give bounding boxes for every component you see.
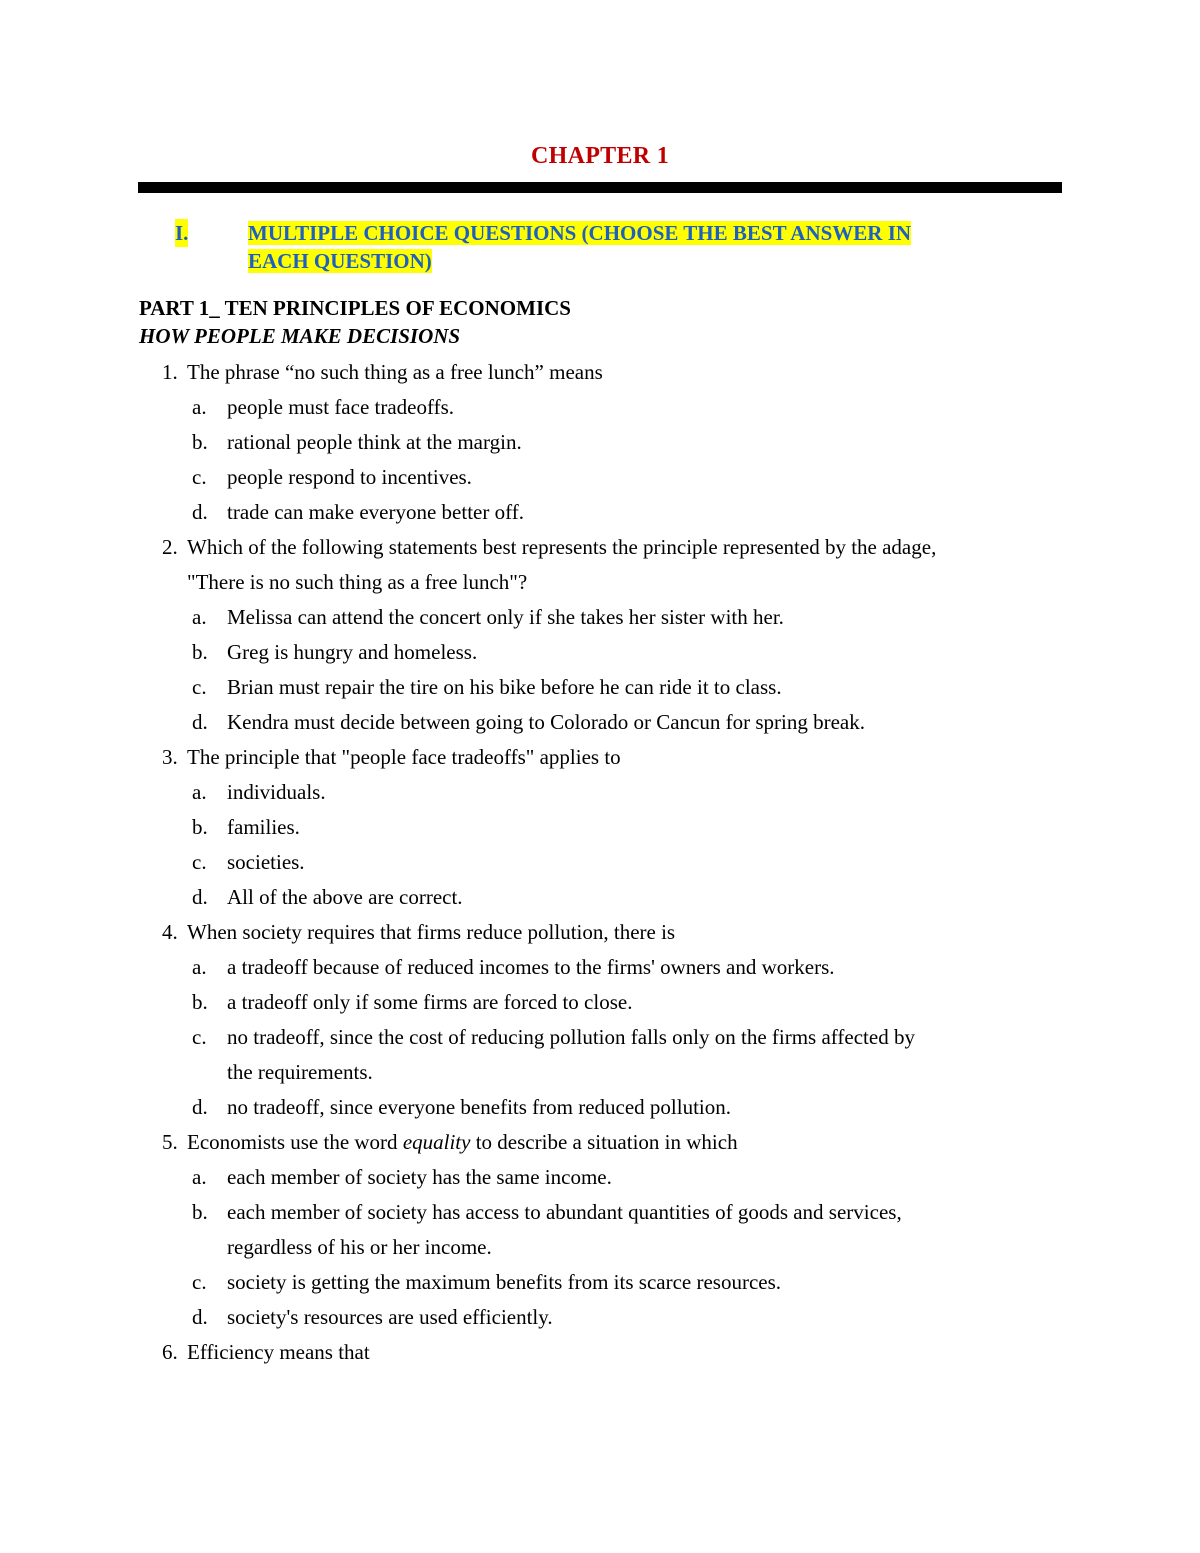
option-letter: b. [192,1200,208,1224]
question-5-option-d [0,1300,1200,1335]
question-2 [0,530,1200,600]
option-text: individuals. [227,780,326,804]
option-letter: a. [192,395,207,419]
section-title-line-2: EACH QUESTION) [248,249,432,273]
question-4-option-c [0,1020,1200,1090]
option-text: each member of society has the same income. [227,1165,612,1189]
question-4-option-d [0,1090,1200,1125]
option-text: no tradeoff, since everyone benefits from reduced pollution. [227,1095,732,1119]
option-text: families. [227,815,300,839]
question-6 [0,1335,1200,1370]
question-1-option-b [0,425,1200,460]
part-title: PART 1_ TEN PRINCIPLES OF ECONOMICS [139,296,571,320]
option-text: Melissa can attend the concert only if she takes her sister with her. [227,605,784,629]
question-4 [0,915,1200,950]
question-5-option-b [0,1195,1200,1265]
option-text: people respond to incentives. [227,465,472,489]
section-title [248,219,1048,275]
option-text-line-1: each member of society has access to abundant quantities of goods and services, [227,1200,902,1224]
option-letter: b. [192,990,208,1014]
option-letter: c. [192,1025,207,1049]
question-1-option-d [0,495,1200,530]
option-letter: d. [192,710,208,734]
question-text-line-1: Which of the following statements best represents the principle represented by the adage, [187,535,937,559]
question-text-before: Economists use the word [187,1130,403,1154]
section-title-line-1: MULTIPLE CHOICE QUESTIONS (CHOOSE THE BEST ANSWER IN [248,221,912,245]
question-3-option-b [0,810,1200,845]
option-text: Kendra must decide between going to Colorado or Cancun for spring break. [227,710,865,734]
option-letter: a. [192,1165,207,1189]
question-4-option-a [0,950,1200,985]
option-text [227,1195,1017,1265]
option-text [227,1020,1017,1090]
question-3 [0,740,1200,775]
option-letter: a. [192,780,207,804]
question-3-option-c [0,845,1200,880]
option-text-line-2: the requirements. [227,1060,373,1084]
option-letter: b. [192,430,208,454]
question-2-option-b [0,635,1200,670]
question-4-option-b [0,985,1200,1020]
option-text: people must face tradeoffs. [227,395,455,419]
option-letter: d. [192,1095,208,1119]
question-text-line-2: "There is no such thing as a free lunch"? [187,570,528,594]
question-number: 5. [162,1130,178,1154]
option-letter: b. [192,640,208,664]
option-text: All of the above are correct. [227,885,463,909]
option-letter: c. [192,850,207,874]
option-text: societies. [227,850,305,874]
option-text: society is getting the maximum benefits from its scarce resources. [227,1270,782,1294]
option-text: Brian must repair the tire on his bike before he can ride it to class. [227,675,782,699]
question-2-option-c [0,670,1200,705]
chapter-title: CHAPTER 1 [530,143,670,169]
option-text-line-2: regardless of his or her income. [227,1235,492,1259]
question-text-after: to describe a situation in which [470,1130,738,1154]
question-number: 2. [162,535,178,559]
option-text: a tradeoff only if some firms are forced to close. [227,990,633,1014]
question-number: 4. [162,920,178,944]
option-letter: d. [192,500,208,524]
option-text: Greg is hungry and homeless. [227,640,478,664]
option-text: society's resources are used efficiently. [227,1305,553,1329]
option-text: rational people think at the margin. [227,430,522,454]
question-text [187,1125,1047,1160]
option-letter: c. [192,675,207,699]
option-letter: a. [192,605,207,629]
option-letter: a. [192,955,207,979]
question-text: Efficiency means that [187,1340,370,1364]
question-2-option-a [0,600,1200,635]
question-number: 3. [162,745,178,769]
question-text: The phrase “no such thing as a free lunch” means [187,360,603,384]
option-text: trade can make everyone better off. [227,500,524,524]
chapter-divider [138,182,1062,193]
question-3-option-d [0,880,1200,915]
question-5-option-c [0,1265,1200,1300]
question-2-option-d [0,705,1200,740]
question-3-option-a [0,775,1200,810]
part-subtitle: HOW PEOPLE MAKE DECISIONS [139,324,461,348]
question-5-option-a [0,1160,1200,1195]
question-text [187,530,1047,600]
question-emphasis: equality [402,1130,471,1154]
option-text-line-1: no tradeoff, since the cost of reducing pollution falls only on the firms affected by [227,1025,915,1049]
question-number: 1. [162,360,178,384]
question-5 [0,1125,1200,1160]
option-letter: d. [192,1305,208,1329]
option-letter: d. [192,885,208,909]
option-letter: c. [192,1270,207,1294]
option-letter: b. [192,815,208,839]
question-text: When society requires that firms reduce pollution, there is [187,920,676,944]
option-text: a tradeoff because of reduced incomes to the firms' owners and workers. [227,955,835,979]
option-letter: c. [192,465,207,489]
question-list [0,355,1200,1370]
question-1 [0,355,1200,390]
question-text: The principle that "people face tradeoffs" applies to [187,745,621,769]
section-number: I. [175,221,189,245]
question-1-option-c [0,460,1200,495]
question-number: 6. [162,1340,178,1364]
question-1-option-a [0,390,1200,425]
